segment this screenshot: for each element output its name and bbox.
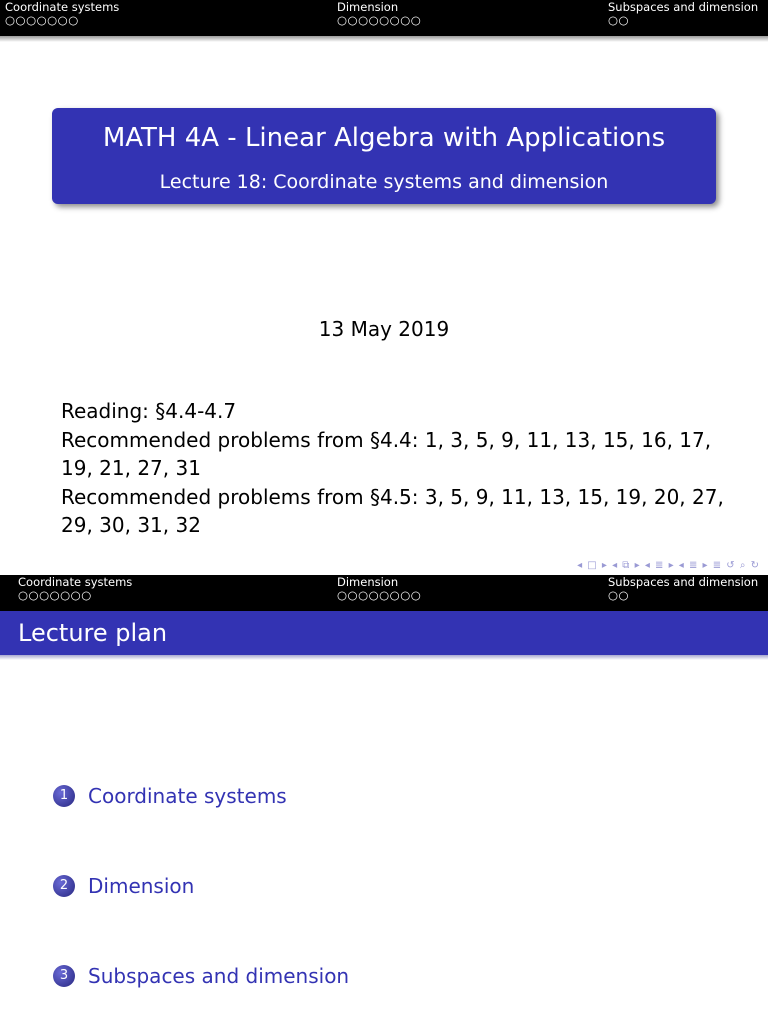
- nav-section-label: Subspaces and dimension: [608, 575, 759, 589]
- nav-section-dots[interactable]: ○○: [608, 13, 630, 27]
- nav-section-dots[interactable]: ○○: [608, 588, 630, 602]
- frame-title-shadow: [0, 655, 768, 660]
- reading-line: 19, 21, 27, 31: [61, 456, 201, 480]
- reading-line: 29, 30, 31, 32: [61, 513, 201, 537]
- nav-section-label: Dimension: [337, 575, 399, 589]
- navigation-header: [0, 575, 768, 611]
- toc-item-dimension[interactable]: [53, 873, 194, 899]
- lecture-date: 13 May 2019: [318, 317, 450, 341]
- nav-section-dots[interactable]: ○○○○○○○: [18, 588, 92, 602]
- frame-title: Lecture plan: [0, 611, 768, 655]
- toc-number-ball: 1: [53, 785, 75, 807]
- header-shadow: [0, 36, 768, 42]
- nav-section-label: Coordinate systems: [5, 0, 120, 14]
- toc-number-ball: 3: [53, 965, 75, 987]
- beamer-navigation-symbols[interactable]: ◂ □ ▸ ◂ ⧉ ▸ ◂ ≣ ▸ ◂ ≣ ▸ ≣ ↺ ⌕ ↻: [577, 560, 760, 571]
- nav-section-dots[interactable]: ○○○○○○○: [5, 13, 79, 27]
- nav-section-dots[interactable]: ○○○○○○○○: [337, 13, 422, 27]
- toc-link[interactable]: Coordinate systems: [88, 784, 287, 808]
- toc-item-subspaces-and-dimension[interactable]: [53, 963, 349, 989]
- nav-section-dimension[interactable]: [337, 1, 421, 27]
- navigation-header: [0, 0, 768, 36]
- nav-section-subspaces[interactable]: [608, 1, 758, 27]
- reading-line: Reading: §4.4-4.7: [61, 399, 237, 423]
- title-block: [52, 108, 716, 204]
- reading-line: Recommended problems from §4.4: 1, 3, 5, 9, 11, 13, 15, 16, 17,: [61, 427, 712, 452]
- nav-section-label: Dimension: [337, 0, 399, 14]
- toc-number-ball: 2: [53, 875, 75, 897]
- nav-section-dimension[interactable]: [337, 576, 421, 602]
- nav-section-label: Coordinate systems: [18, 575, 133, 589]
- toc-link[interactable]: Subspaces and dimension: [88, 964, 350, 988]
- nav-section-coordinate-systems[interactable]: [18, 576, 132, 602]
- nav-section-dots[interactable]: ○○○○○○○○: [337, 588, 422, 602]
- nav-section-coordinate-systems[interactable]: [5, 1, 119, 27]
- lecture-subtitle: Lecture 18: Coordinate systems and dimension: [159, 171, 609, 193]
- nav-section-subspaces[interactable]: [608, 576, 758, 602]
- nav-section-label: Subspaces and dimension: [608, 0, 759, 14]
- lecture-title: MATH 4A - Linear Algebra with Applications: [102, 123, 666, 153]
- toc-link[interactable]: Dimension: [88, 874, 195, 898]
- reading-line: Recommended problems from §4.5: 3, 5, 9, 11, 13, 15, 19, 20, 27,: [61, 484, 724, 509]
- lecture-plan-slide: [0, 575, 768, 1024]
- reading-assignment: [61, 397, 741, 540]
- toc-item-coordinate-systems[interactable]: [53, 783, 287, 809]
